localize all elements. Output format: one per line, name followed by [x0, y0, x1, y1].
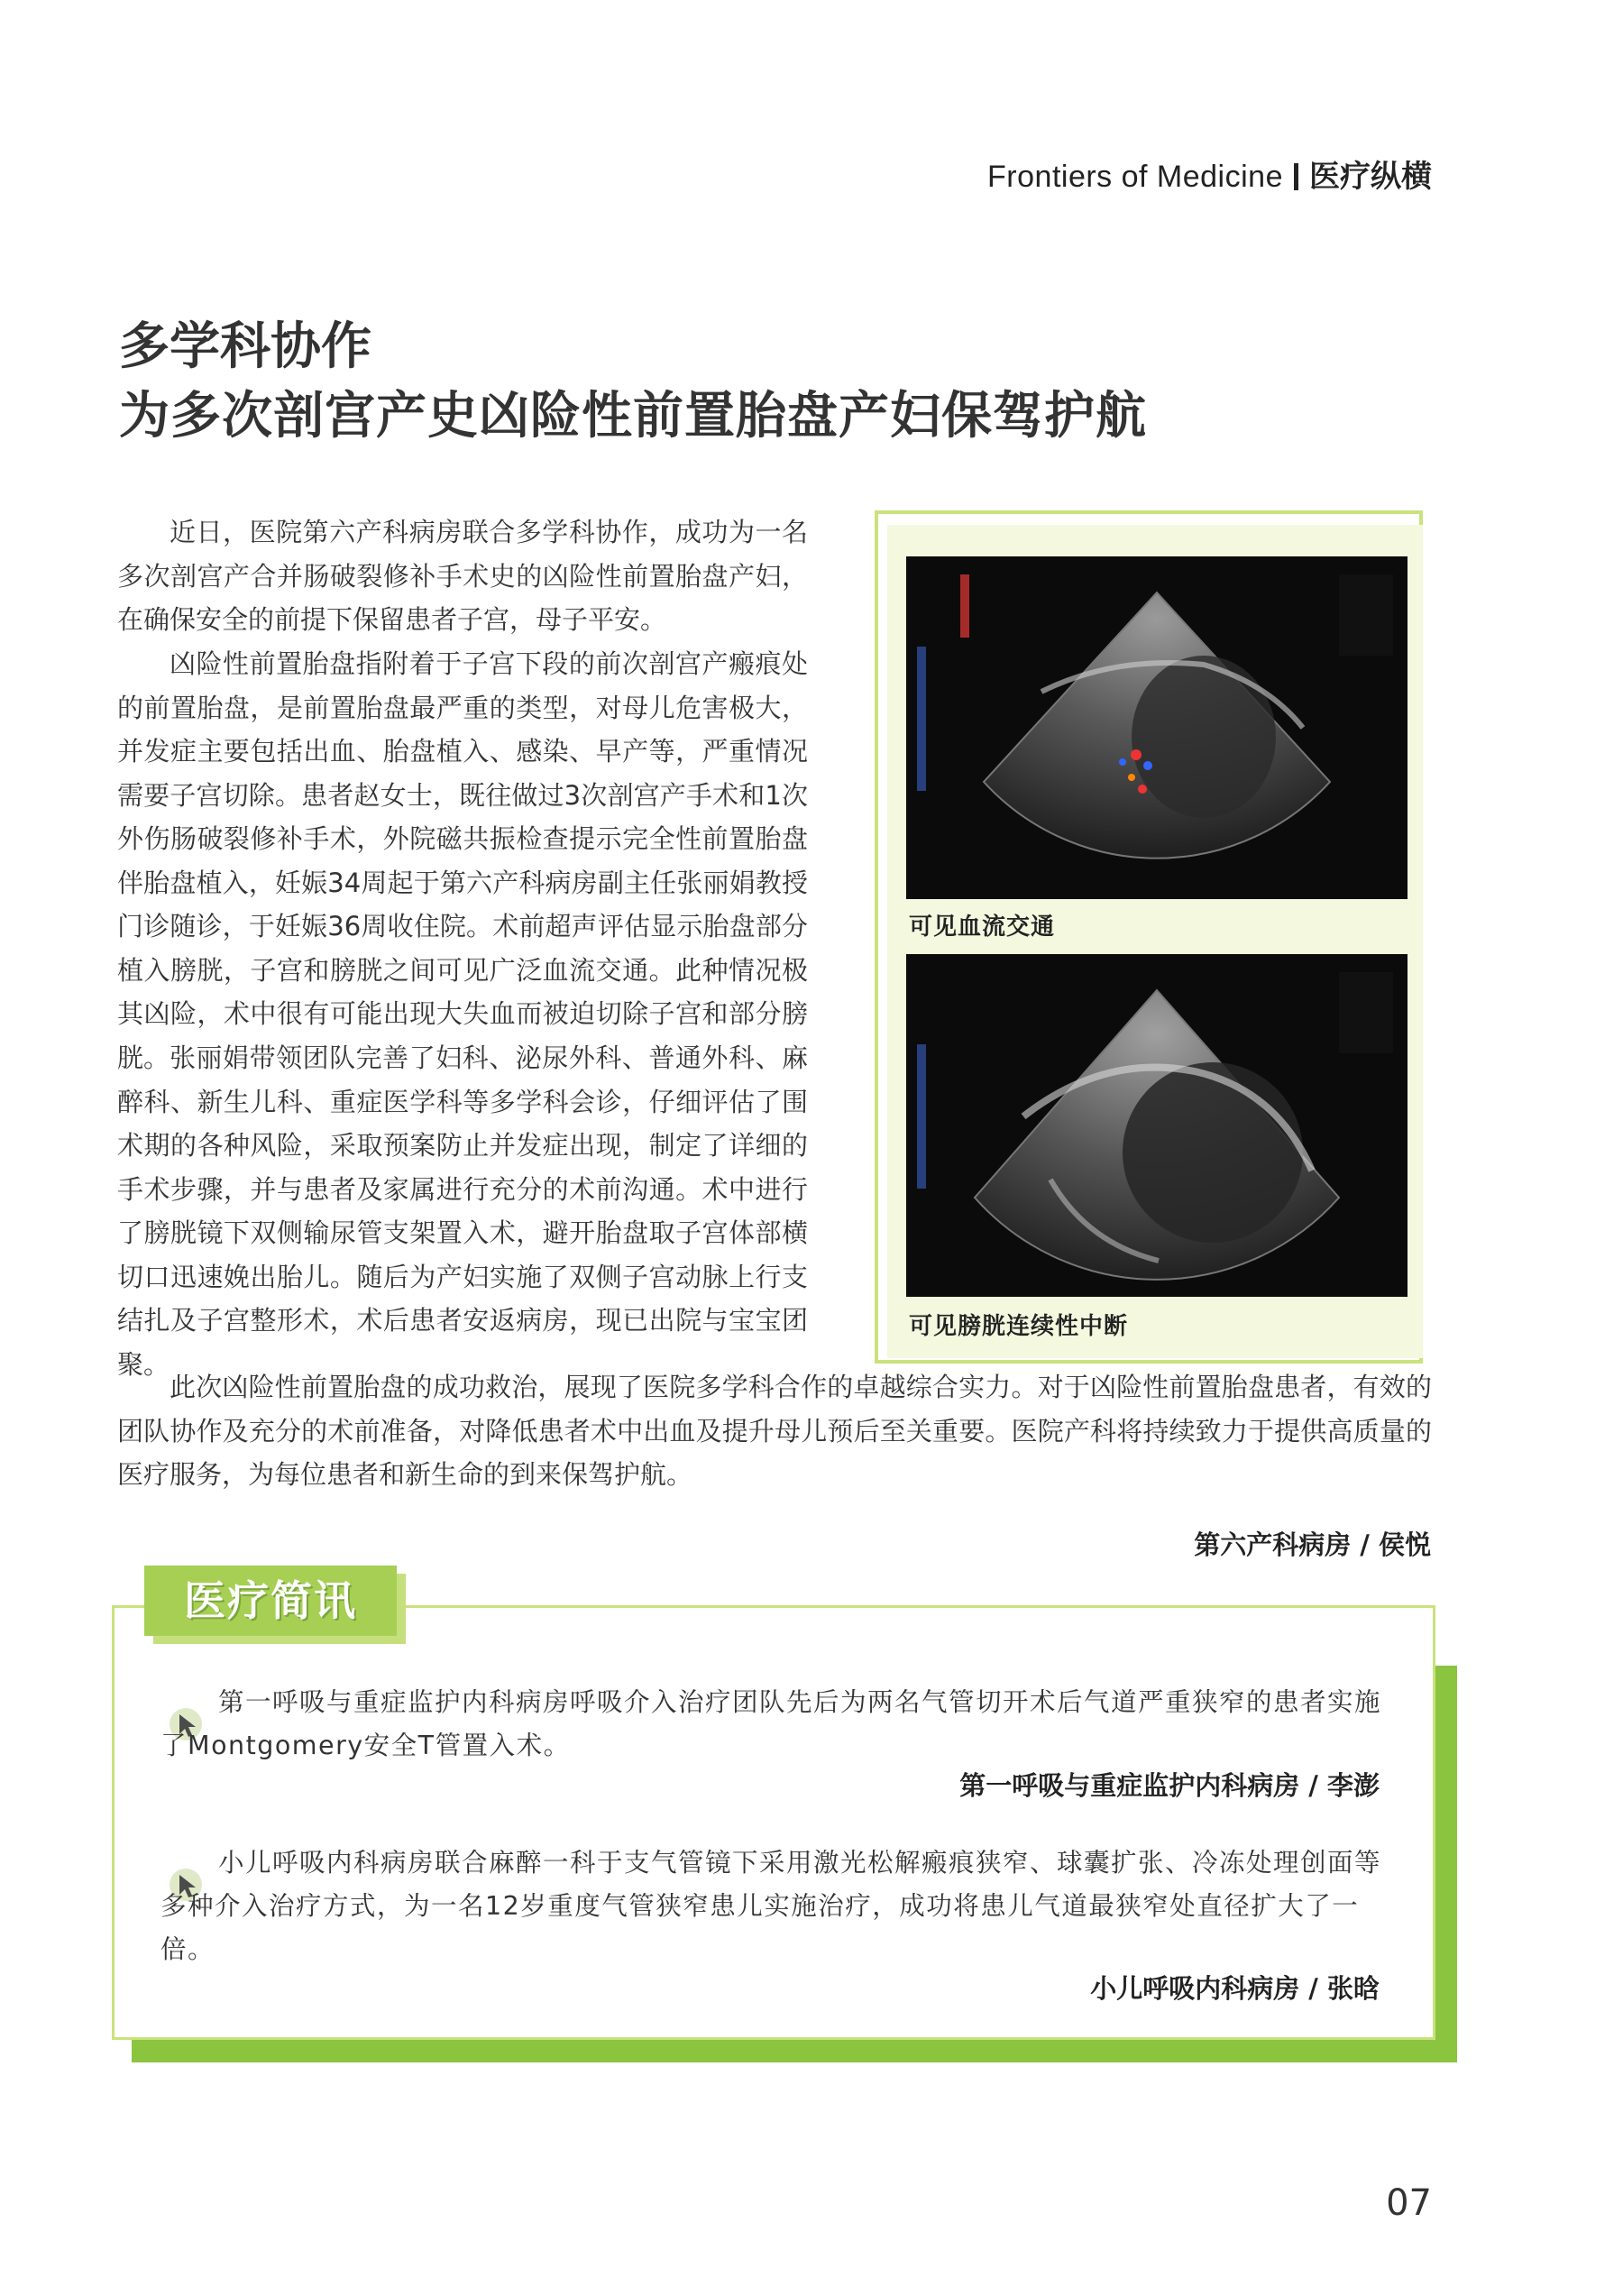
news-item-2-credit: 小儿呼吸内科病房 / 张晗	[1090, 1973, 1380, 2004]
ultrasound-image-1	[906, 556, 1408, 899]
news-item-1-credit: 第一呼吸与重症监护内科病房 / 李澎	[959, 1770, 1380, 1801]
page-number: 07	[1386, 2182, 1432, 2224]
figure-caption-1: 可见血流交通	[909, 914, 1056, 941]
article-paragraph-1: 近日，医院第六产科病房联合多学科协作，成功为一名多次剖宫产合并肠破裂修补手术史的凶险性前置胎盘产妇，在确保安全的前提下保留患者子宫，母子平安。	[117, 517, 808, 635]
news-item-2-text: 小儿呼吸内科病房联合麻醉一科于支气管镜下采用激光松解瘢痕狭窄、球囊扩张、冷冻处理创面等多种介入治疗方式，为一名12岁重度气管狭窄患儿实施治疗，成功将患儿气道最狭窄处直径扩大了一倍。	[160, 1848, 1382, 1964]
article-title-line1: 多学科协作	[119, 317, 371, 376]
article-paragraph-3: 张丽娟带领团队完善了妇科、泌尿外科、普通外科、麻醉科、新生儿科、重症医学科等多学科会诊，仔细评估了围术期的各种风险，采取预案防止并发症出现，制定了详细的手术步骤，并与患者及家属进行充分的术前沟通。术中进行了膀胱镜下双侧输尿管支架置入术，避开胎盘取子宫体部横切口迅速娩出胎儿。随后为产妇实施了双侧子宫动脉上行支结扎及子宫整形术，术后患者安返病房，现已出院与宝宝团聚。	[117, 1042, 808, 1380]
article-title-line2: 为多次剖宫产史凶险性前置胎盘产妇保驾护航	[119, 386, 1147, 445]
header-separator	[1294, 163, 1298, 190]
header-english: Frontiers of Medicine	[987, 160, 1283, 194]
article-credit: 第六产科病房 / 侯悦	[1194, 1529, 1431, 1560]
article-paragraph-4: 此次凶险性前置胎盘的成功救治，展现了医院多学科合作的卓越综合实力。对于凶险性前置胎盘患者，有效的团队协作及充分的术前准备，对降低患者术中出血及提升母儿预后至关重要。医院产科将持续致力于提供高质量的医疗服务，为每位患者和新生命的到来保驾护航。	[117, 1372, 1432, 1490]
figure-caption-2: 可见膀胱连续性中断	[909, 1313, 1129, 1340]
article-paragraph-2: 凶险性前置胎盘指附着于子宫下段的前次剖宫产瘢痕处的前置胎盘，是前置胎盘最严重的类型，对母儿危害极大，并发症主要包括出血、胎盘植入、感染、早产等，严重情况需要子宫切除。患者赵女士，既往做过3次剖宫产手术和1次外伤肠破裂修补手术，外院磁共振检查提示完全性前置胎盘伴胎盘植入，妊娠34周起于第六产科病房副主任张丽娟教授门诊随诊，于妊娠36周收住院。术前超声评估显示胎盘部分植入膀胱，子宫和膀胱之间可见广泛血流交通。此种情况极其凶险，术中很有可能出现大失血而被迫切除子宫和部分膀胱。	[117, 648, 808, 1073]
running-header	[987, 152, 1432, 196]
news-item-1-text: 第一呼吸与重症监护内科病房呼吸介入治疗团队先后为两名气管切开术后气道严重狭窄的患者实施了Montgomery安全T管置入术。	[160, 1687, 1382, 1760]
news-heading: 医疗简讯	[184, 1576, 357, 1625]
ultrasound-image-2	[906, 954, 1408, 1297]
header-section: 医疗纵横	[1309, 159, 1432, 195]
